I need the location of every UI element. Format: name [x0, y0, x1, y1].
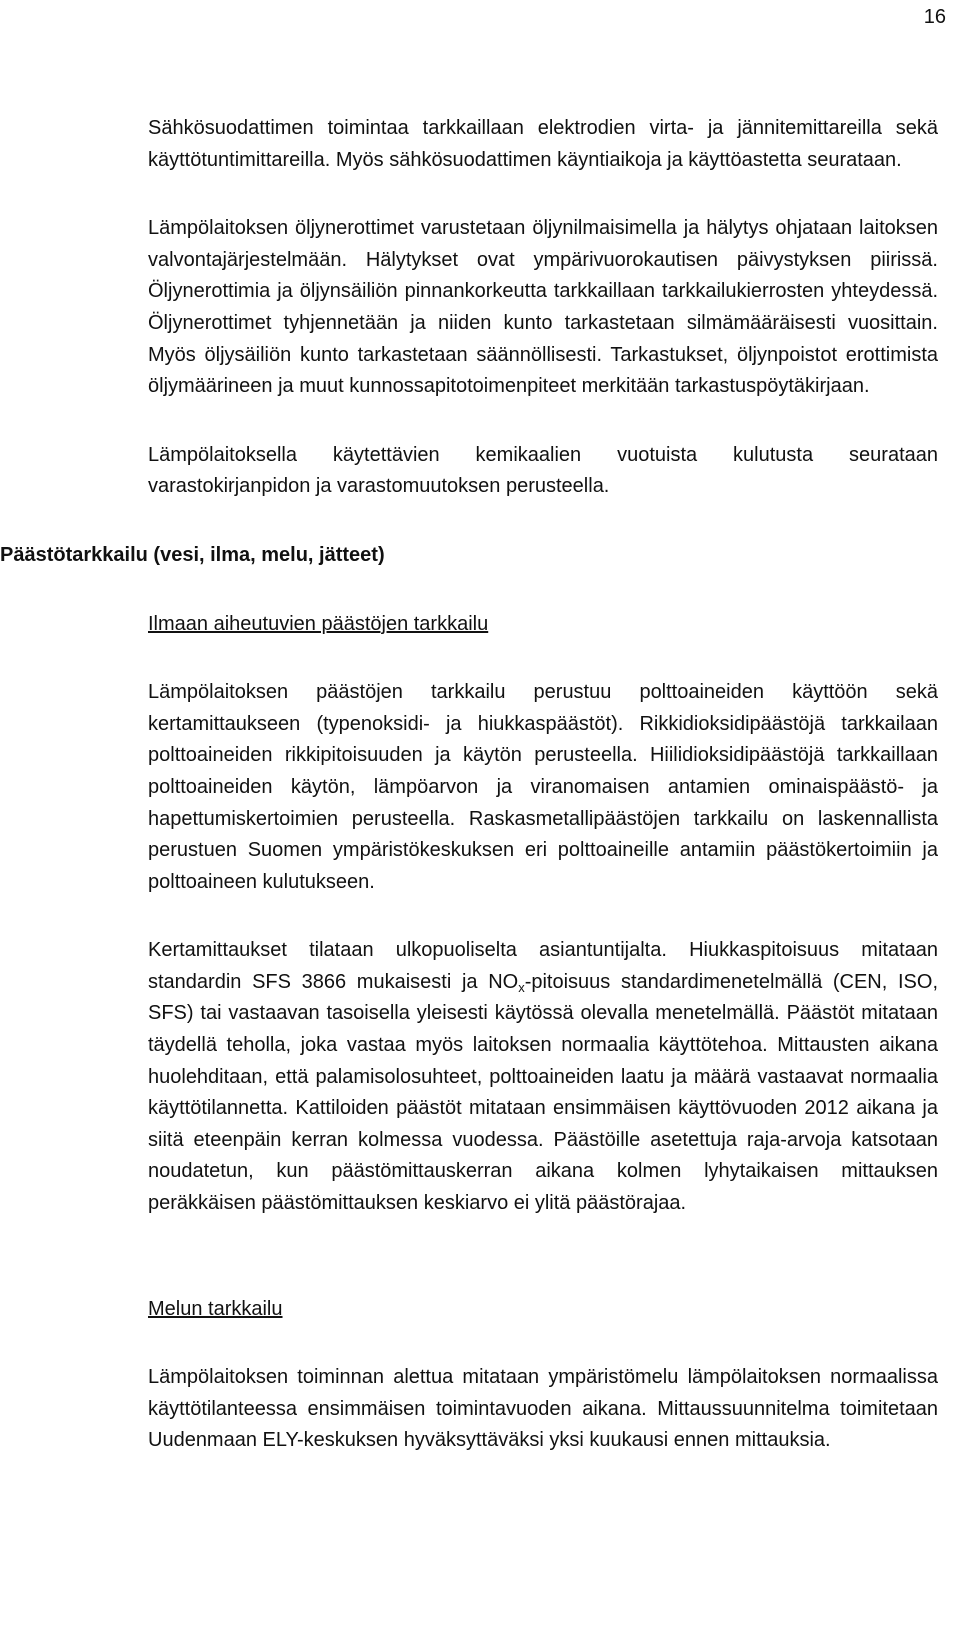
paragraph-single-measurements-part1: Kertamittaukset tilataan ulkopuoliselta asiantuntijalta. Hiukkaspitoisuus mitataan standardin SFS 3866 mukaisesti ja NO: [148, 939, 938, 993]
subheading-noise: Melun tarkkailu: [148, 1297, 283, 1320]
paragraph-single-measurements: [148, 935, 938, 1219]
paragraph-chemicals: Lämpölaitoksella käytettävien kemikaalien vuotuista kulutusta seurataan varastokirjanpidon ja varastomuutoksen perusteella.: [148, 443, 938, 498]
nox-subscript: x: [518, 979, 525, 995]
paragraph-electrostatic-filter: Sähkösuodattimen toimintaa tarkkaillaan elektrodien virta- ja jännitemittareilla sekä käyttötuntimittareilla. Myös sähkösuodattimen käyntiaikoja ja käyttöastetta seurataan.: [148, 117, 938, 171]
section-heading: Päästötarkkailu (vesi, ilma, melu, jätteet): [0, 543, 385, 566]
subheading-air-emissions: Ilmaan aiheutuvien päästöjen tarkkailu: [148, 612, 489, 635]
paragraph-emission-monitoring: Lämpölaitoksen päästöjen tarkkailu perustuu polttoaineiden käyttöön sekä kertamittaukseen (typenoksidi- ja hiukkaspäästöt). Rikkidioksidipäästöjä tarkkailaan polttoaineiden rikkipitoisuuden ja käytön perusteella. Hiilidioksidipäästöjä tarkkaillaan polttoaineiden käytön, lämpöarvon ja viranomaisen antamien ominaispäästö- ja hapettumiskertoimien perusteella. Raskasmetallipäästöjen tarkkailu on laskennallista perustuen Suomen ympäristökeskuksen eri polttoaineille antamiin päästökertoimiin ja polttoaineen kulutukseen.: [148, 681, 938, 893]
document-body: [0, 113, 960, 1457]
paragraph-oil-separators: Lämpölaitoksen öljynerottimet varustetaan öljynilmaisimella ja hälytys ohjataan laitoksen valvontajärjestelmään. Hälytykset ovat ympärivuorokautisen päivystyksen piirissä. Öljynerottimia ja öljynsäiliön pinnankorkeutta tarkkaillaan tarkkailukierrosten yhteydessä. Öljynerottimet tyhjennetään ja niiden kunto tarkastetaan silmämääräisesti vuosittain. Myös öljysäiliön kunto tarkastetaan säännöllisesti. Tarkastukset, öljynpoistot erottimista öljymäärineen ja muut kunnossapitotoimenpiteet merkitään tarkastuspöytäkirjaan.: [148, 217, 938, 398]
page-number: 16: [923, 6, 946, 28]
paragraph-single-measurements-part2: -pitoisuus standardimenetelmällä (CEN, ISO, SFS) tai vastaavan tasoisella yleisesti käytössä olevalla menetelmällä. Päästöt mitataan täydellä teholla, joka vastaa myös laitoksen normaalia käyttötehoa. Mittausten aikana huolehditaan, että palamisolosuhteet, polttoaineiden laatu ja määrä vastaavat normaalia käyttötilannetta. Kattiloiden päästöt mitataan ensimmäisen käyttövuoden 2012 aikana ja siitä eteenpäin kerran kolmessa vuodessa. Päästöille asetettuja raja-arvoja katsotaan noudatetun, kun päästömittauskerran aikana kolmen lyhytaikaisen mittauksen peräkkäisen päästömittauksen keskiarvo ei ylitä päästörajaa.: [148, 970, 938, 1215]
paragraph-noise-measurement: Lämpölaitoksen toiminnan alettua mitataan ympäristömelu lämpölaitoksen normaalissa käyttötilanteessa ensimmäisen toimintavuoden aikana. Mittaussuunnitelma toimitetaan Uudenmaan ELY-keskuksen hyväksyttäväksi yksi kuukausi ennen mittauksia.: [148, 1366, 938, 1452]
